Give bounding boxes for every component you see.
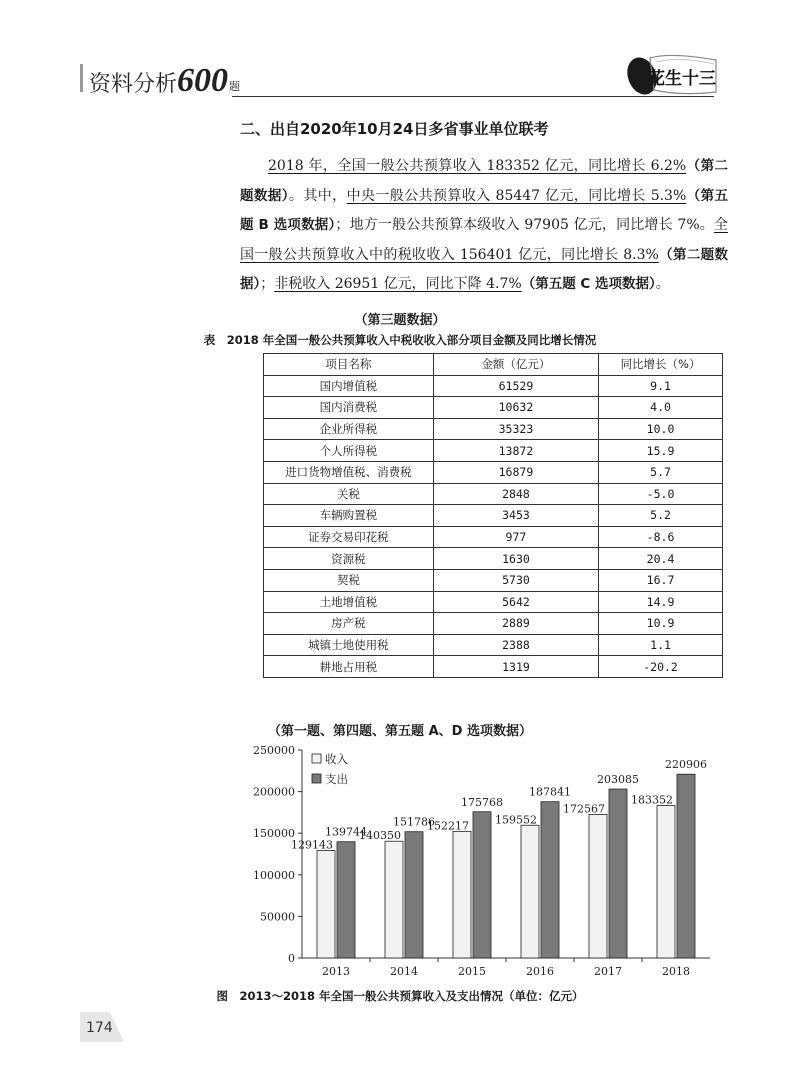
table-cell-amount: 13872: [433, 440, 598, 462]
para-note-4: （第五题 C 选项数据）: [521, 276, 656, 292]
expenditure-bar: [609, 789, 627, 958]
table-cell-item: 土地增值税: [264, 591, 434, 613]
expenditure-value-label: 151786: [393, 815, 435, 829]
header-amount: 金额（亿元）: [433, 354, 598, 376]
y-tick-label: 50000: [260, 910, 295, 924]
expenditure-bar: [541, 802, 559, 958]
chart-caption: 图 2013～2018 年全国一般公共预算收入及支出情况（单位：亿元）: [216, 989, 584, 1003]
book-title-number: 600: [177, 62, 229, 99]
y-tick-label: 0: [288, 952, 295, 965]
y-tick-label: 150000: [253, 827, 295, 841]
revenue-bar: [521, 825, 539, 958]
revenue-bar: [453, 831, 471, 958]
revenue-bar: [589, 814, 607, 958]
tax-revenue-table: [263, 353, 723, 678]
revenue-value-label: 140350: [359, 829, 401, 843]
para-text-3: ；: [260, 276, 275, 292]
chart-label: （第一题、第四题、第五题 A、D 选项数据）: [268, 724, 532, 739]
table-cell-growth: -5.0: [599, 483, 723, 505]
table-row: [264, 375, 723, 397]
title-bar-decoration: [80, 64, 83, 92]
table-cell-growth: -20.2: [599, 656, 723, 678]
header-growth: 同比增长（%）: [599, 354, 723, 376]
para-sentence-4: 非税收入 26951 亿元，同比下降 4.7%: [274, 276, 522, 292]
para-sentence-2: 中央一般公共预算收入 85447 亿元，同比增长 5.3%: [346, 187, 687, 204]
y-tick-label: 250000: [253, 744, 295, 757]
table-cell-item: 车辆购置税: [264, 505, 434, 527]
header-item-name: 项目名称: [264, 354, 434, 376]
x-tick-label: 2016: [526, 965, 554, 978]
table-row: [264, 548, 723, 570]
header-rule: [232, 96, 714, 97]
table-cell-item: 进口货物增值税、消费税: [264, 461, 434, 483]
table-row: [264, 613, 723, 635]
table-cell-amount: 61529: [433, 375, 598, 397]
revenue-bar: [657, 805, 675, 958]
expenditure-value-label: 139744: [325, 825, 367, 839]
book-title: [80, 58, 240, 98]
table-cell-item: 城镇土地使用税: [264, 634, 434, 656]
table-cell-amount: 2388: [433, 634, 598, 656]
expenditure-bar: [677, 774, 695, 958]
table-cell-growth: -8.6: [599, 526, 723, 548]
para-text-2: ；地方一般公共预算本级收入 97905 亿元，同比增长 7%。: [335, 217, 714, 233]
expenditure-bar: [337, 842, 355, 958]
para-note-3: （第二题数据）: [240, 246, 728, 292]
book-title-suffix: 题: [229, 80, 241, 93]
table-cell-item: 企业所得税: [264, 418, 434, 440]
revenue-value-label: 129143: [291, 838, 333, 852]
table-row: [264, 440, 723, 462]
x-tick-label: 2018: [662, 965, 690, 978]
expenditure-value-label: 175768: [461, 795, 503, 809]
para-sentence-1: 2018 年，全国一般公共预算收入 183352 亿元，同比增长 6.2%: [268, 158, 687, 174]
expenditure-bar: [473, 812, 491, 958]
expenditure-value-label: 203085: [597, 773, 639, 787]
legend-expenditure-swatch: [312, 774, 321, 783]
table-row: [264, 656, 723, 678]
expenditure-value-label: 187841: [529, 785, 571, 799]
x-tick-label: 2017: [594, 965, 622, 978]
table-cell-amount: 16879: [433, 461, 598, 483]
table-cell-amount: 5730: [433, 569, 598, 591]
table-cell-item: 关税: [264, 483, 434, 505]
section-title: 二、出自2020年10月24日多省事业单位联考: [240, 120, 549, 138]
table-cell-growth: 9.1: [599, 375, 723, 397]
revenue-expenditure-chart: [240, 738, 720, 986]
table-cell-item: 房产税: [264, 613, 434, 635]
revenue-value-label: 172567: [563, 802, 605, 816]
para-note-1: （第二题数据）: [240, 158, 728, 204]
table-row: [264, 418, 723, 440]
table-cell-growth: 20.4: [599, 548, 723, 570]
table-row: [264, 526, 723, 548]
table-cell-growth: 10.9: [599, 613, 723, 635]
logo-text: 花生十三: [648, 69, 716, 89]
table-cell-item: 资源税: [264, 548, 434, 570]
page-number: 174: [86, 1020, 113, 1036]
x-tick-label: 2013: [322, 965, 350, 978]
table-cell-amount: 10632: [433, 397, 598, 419]
table-row: [264, 397, 723, 419]
table-row: [264, 591, 723, 613]
table-cell-item: 国内消费税: [264, 397, 434, 419]
expenditure-value-label: 220906: [665, 758, 707, 772]
table-row: [264, 634, 723, 656]
revenue-bar: [317, 851, 335, 958]
revenue-value-label: 183352: [631, 793, 673, 807]
table-cell-amount: 2848: [433, 483, 598, 505]
table-cell-growth: 16.7: [599, 569, 723, 591]
table-header-row: [264, 354, 723, 376]
table-cell-item: 个人所得税: [264, 440, 434, 462]
legend-revenue-swatch: [312, 754, 321, 763]
revenue-value-label: 159552: [495, 813, 537, 827]
table-row: [264, 505, 723, 527]
legend-expenditure-label: 支出: [325, 772, 348, 786]
table-cell-growth: 15.9: [599, 440, 723, 462]
y-tick-label: 100000: [253, 868, 295, 882]
table-cell-growth: 5.2: [599, 505, 723, 527]
table-caption: 表 2018 年全国一般公共预算收入中税收收入部分项目金额及同比增长情况: [203, 333, 597, 347]
table-cell-growth: 10.0: [599, 418, 723, 440]
table-cell-growth: 14.9: [599, 591, 723, 613]
para-note-2: （第五题 B 选项数据）: [240, 187, 729, 233]
table-cell-amount: 1319: [433, 656, 598, 678]
x-tick-label: 2014: [390, 965, 418, 978]
legend-revenue-label: 收入: [325, 752, 348, 766]
revenue-value-label: 152217: [427, 819, 469, 833]
book-title-text: 资料分析: [89, 72, 178, 97]
table-cell-item: 耕地占用税: [264, 656, 434, 678]
para-text-4: 。: [655, 276, 670, 292]
table-cell-amount: 1630: [433, 548, 598, 570]
intro-paragraph: [240, 152, 728, 300]
x-tick-label: 2015: [458, 965, 486, 978]
expenditure-bar: [405, 832, 423, 958]
table-label: （第三题数据）: [354, 313, 446, 328]
table-cell-amount: 3453: [433, 505, 598, 527]
table-row: [264, 461, 723, 483]
table-row: [264, 569, 723, 591]
y-tick-label: 200000: [253, 785, 295, 799]
table-cell-item: 国内增值税: [264, 375, 434, 397]
table-row: [264, 483, 723, 505]
para-sentence-3: 全国一般公共预算收入中的税收收入 156401 亿元，同比增长 8.3%: [240, 217, 728, 263]
table-cell-amount: 977: [433, 526, 598, 548]
table-cell-item: 契税: [264, 569, 434, 591]
revenue-bar: [385, 841, 403, 958]
table-cell-growth: 5.7: [599, 461, 723, 483]
table-cell-amount: 2889: [433, 613, 598, 635]
table-cell-amount: 5642: [433, 591, 598, 613]
table-cell-amount: 35323: [433, 418, 598, 440]
table-cell-item: 证券交易印花税: [264, 526, 434, 548]
table-cell-growth: 4.0: [599, 397, 723, 419]
para-text-1: 。其中，: [288, 187, 347, 204]
table-cell-growth: 1.1: [599, 634, 723, 656]
